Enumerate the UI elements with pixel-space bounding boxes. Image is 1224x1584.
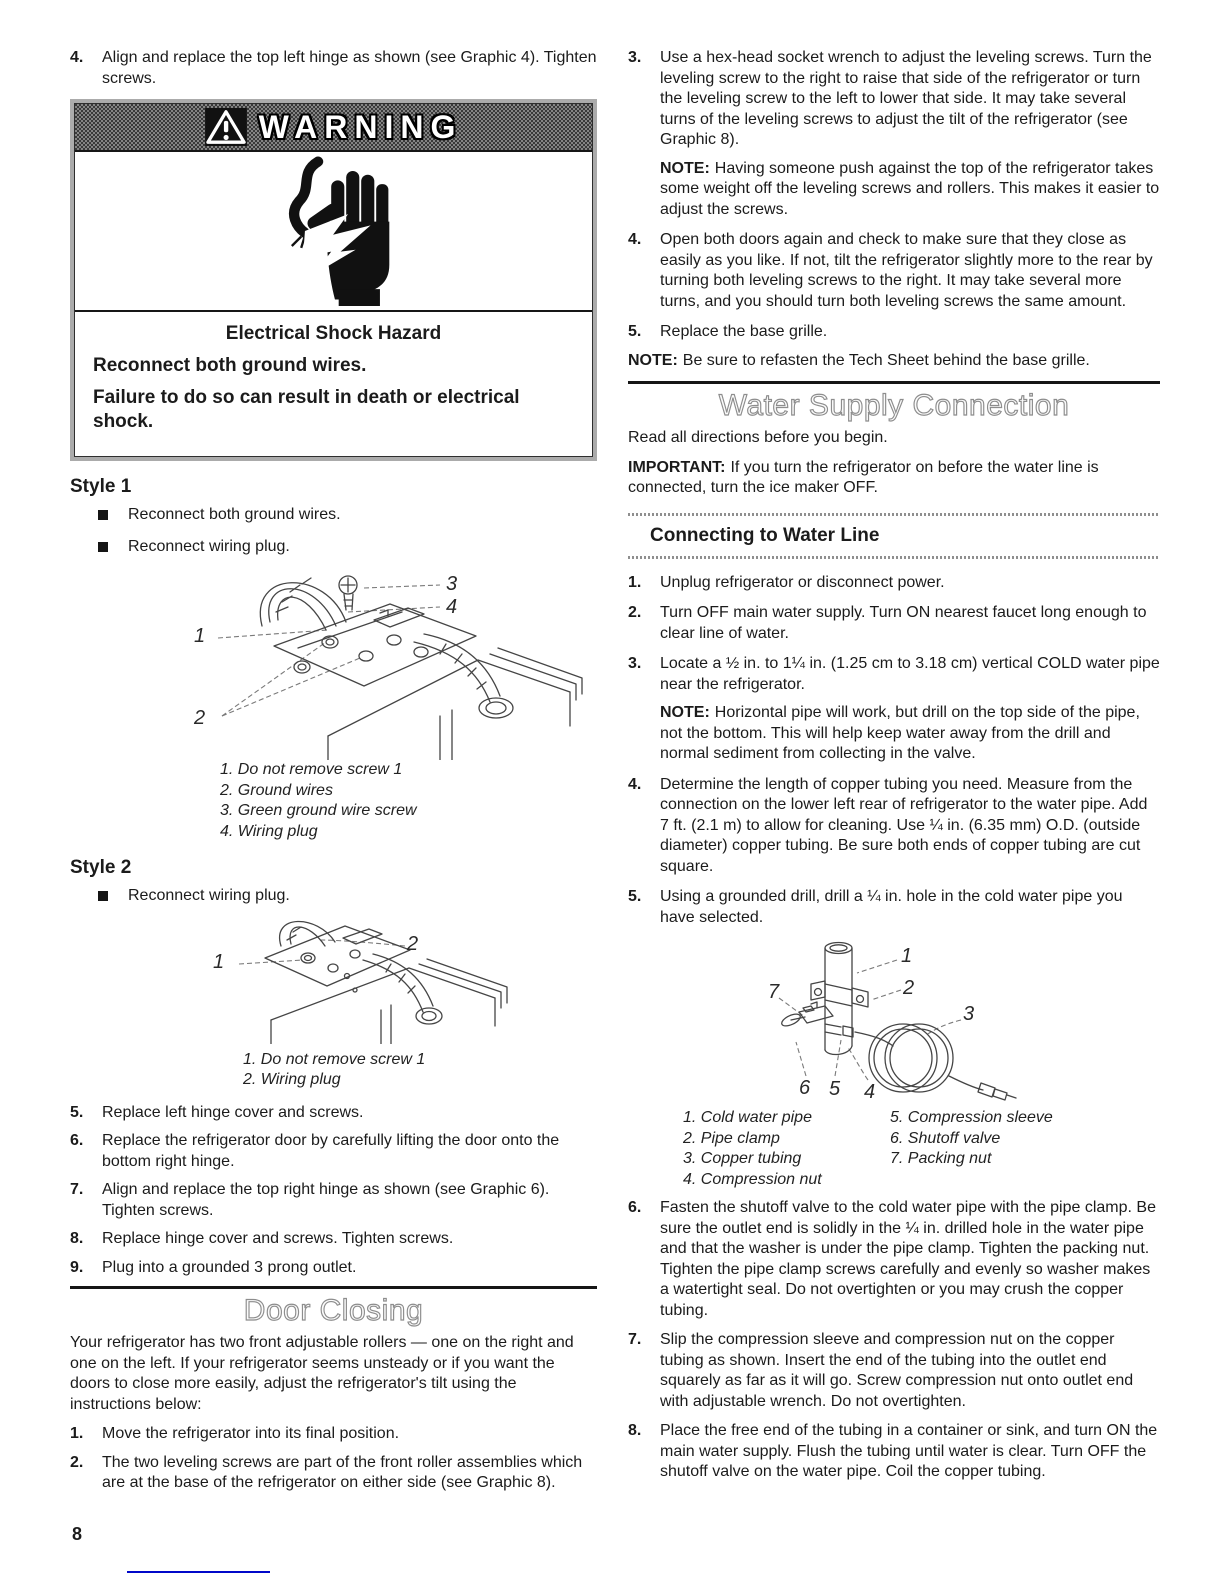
callout-number: 4 — [446, 596, 458, 618]
callout-number: 5 — [829, 1078, 841, 1100]
stipple-divider — [628, 556, 1160, 559]
legend-line: 3. Green ground wire screw — [220, 802, 417, 819]
step-number: 8. — [628, 1422, 642, 1439]
bullet-item — [98, 537, 597, 558]
warning-banner — [75, 104, 592, 152]
bullet-item — [98, 505, 597, 526]
step-item — [628, 887, 1160, 928]
legend-column-2 — [890, 1108, 1053, 1190]
connecting-subsection — [628, 513, 1160, 559]
important-label: IMPORTANT: — [628, 458, 726, 476]
step-text: Align and replace the top right hinge as shown (see Graphic 6). Tighten screws. — [102, 1181, 550, 1219]
section-divider — [628, 381, 1160, 384]
callout-number: 7 — [768, 981, 780, 1003]
style2-diagram-legend — [243, 1050, 597, 1091]
note-label: NOTE: — [628, 351, 678, 369]
read-all-directions: Read all directions before you begin. — [628, 429, 888, 446]
step-item — [70, 1424, 597, 1445]
style2-heading: Style 2 — [70, 857, 132, 878]
step-number: 5. — [70, 1103, 84, 1121]
step-item — [628, 1330, 1160, 1412]
legend-line: 5. Compression sleeve — [890, 1109, 1053, 1126]
step-text — [660, 48, 1160, 220]
note-paragraph — [628, 351, 1160, 372]
callout-number: 1 — [213, 950, 225, 973]
step-text: Place the free end of the tubing in a container or sink, and turn ON the main water supply. Flush the tubing until water is clear. Turn OFF the shutoff valve on the water pipe. Coil the copper tubing. — [660, 1422, 1158, 1480]
warning-triangle-icon — [205, 108, 247, 146]
callout-number: 1 — [901, 945, 913, 967]
step-item — [70, 1453, 597, 1494]
warning-statement-2: Failure to do so can result in death or electrical shock. — [93, 387, 520, 432]
step-number: 6. — [628, 1199, 642, 1216]
step-item — [628, 230, 1160, 312]
step-number: 5. — [628, 323, 642, 340]
bullet-text: Reconnect both ground wires. — [128, 506, 341, 523]
warning-banner-text: WARNING — [258, 108, 463, 145]
callout-number: 2 — [194, 707, 206, 729]
note-text: Be sure to refasten the Tech Sheet behind the base grille. — [682, 351, 1090, 369]
section-divider — [70, 1286, 597, 1289]
legend-line: 4. Wiring plug — [220, 822, 318, 840]
note-label: NOTE: — [660, 704, 710, 721]
style1-hinge-diagram — [178, 568, 598, 760]
square-bullet-icon — [98, 542, 108, 552]
step-number: 4. — [628, 231, 642, 248]
step-text: Move the refrigerator into its final position. — [102, 1425, 400, 1442]
note-text: Horizontal pipe will work, but drill on the top side of the pipe, not the bottom. This will help keep water away from the drill and normal sediment from collecting in the valve. — [660, 704, 1140, 762]
water-supply-heading: Water Supply Connection — [718, 389, 1070, 422]
step-number: 1. — [70, 1425, 84, 1442]
bullet-text: Reconnect wiring plug. — [128, 537, 290, 555]
step-number: 9. — [70, 1258, 84, 1276]
step-text: Using a grounded drill, drill a ¼ in. hole in the cold water pipe you have selected. — [660, 888, 1123, 926]
step-text: Align and replace the top left hinge as shown (see Graphic 4). Tighten screws. — [102, 49, 597, 87]
callout-number: 1 — [194, 625, 206, 647]
step-text: The two leveling screws are part of the front roller assemblies which are at the base of the refrigerator on either side (see Graphic 8). — [102, 1453, 583, 1491]
legend-line: 3. Copper tubing — [683, 1150, 802, 1167]
step-number: 2. — [70, 1453, 84, 1471]
style1-diagram-legend — [220, 760, 597, 842]
square-bullet-icon — [98, 891, 108, 901]
step-number: 5. — [628, 888, 642, 905]
step-item — [70, 1180, 597, 1221]
legend-line: 1. Do not remove screw 1 — [220, 761, 403, 778]
step-item — [628, 573, 1160, 594]
right-column — [628, 48, 1160, 1493]
step-item — [628, 48, 1160, 220]
step-item — [628, 322, 1160, 343]
step-item — [70, 48, 597, 89]
note-label: NOTE: — [660, 159, 710, 177]
step-text: Plug into a grounded 3 prong outlet. — [102, 1258, 357, 1276]
step-number: 7. — [70, 1181, 84, 1198]
step-text: Slip the compression sleeve and compression nut on the copper tubing as shown. Insert the end of the tubing into the outlet end squarely as far as it will go. Screw compression nut onto outlet end with adjustable wrench. Do not overtighten. — [660, 1331, 1134, 1410]
warning-box-inner — [74, 103, 593, 457]
step-text: Replace the base grille. — [660, 323, 828, 340]
footer-link-line — [127, 1571, 270, 1573]
step-text: Turn OFF main water supply. Turn ON nearest faucet long enough to clear line of water. — [660, 604, 1147, 642]
hazard-title: Electrical Shock Hazard — [225, 323, 442, 344]
important-paragraph — [628, 458, 1160, 499]
legend-line: 6. Shutoff valve — [890, 1129, 1001, 1147]
step-item — [70, 1103, 597, 1124]
stipple-divider — [628, 513, 1160, 516]
step-text: Replace the refrigerator door by carefully lifting the door onto the bottom right hinge. — [102, 1132, 560, 1170]
legend-line: 7. Packing nut — [890, 1150, 992, 1167]
left-column — [70, 48, 597, 1504]
step-item — [70, 1229, 597, 1250]
step-number: 7. — [628, 1331, 642, 1348]
legend-line: 2. Ground wires — [220, 781, 333, 799]
step-item — [628, 654, 1160, 765]
step-number: 3. — [628, 49, 642, 66]
step-number: 3. — [628, 655, 642, 672]
step-item — [628, 775, 1160, 878]
step-item — [628, 1421, 1160, 1483]
step-item — [70, 1131, 597, 1172]
water-pipe-diagram — [675, 938, 1105, 1103]
step-text — [660, 654, 1160, 765]
water-diagram-legend — [683, 1108, 1160, 1190]
important-text: If you turn the refrigerator on before the water line is connected, turn the ice maker OFF. — [628, 458, 1099, 496]
step-text-body: Use a hex-head socket wrench to adjust the leveling screws. Turn the leveling screw to the right to raise that side of the refrigerator or turn the leveling screw to the left to lower that side. It may take several turns of the leveling screws to adjust the tilt of the refrigerator (see Graphic 8). — [660, 49, 1152, 148]
warning-box — [70, 99, 597, 461]
style2-hinge-diagram — [205, 918, 585, 1044]
bullet-text: Reconnect wiring plug. — [128, 887, 290, 904]
step-number: 4. — [628, 775, 642, 793]
step-number: 4. — [70, 49, 84, 66]
step-text: Replace left hinge cover and screws. — [102, 1103, 364, 1121]
electrical-shock-hand-icon — [75, 152, 592, 312]
step-text: Fasten the shutoff valve to the cold water pipe with the pipe clamp. Be sure the outlet end is solidly in the ¼ in. drilled hole in the water pipe and that the washer is under the pipe clamp. Tighten the packing nut. Tighten the pipe clamp screws carefully and evenly so washer makes a watertight seal. Do not overtighten or you may crush the copper tubing. — [660, 1199, 1156, 1319]
step-number: 8. — [70, 1230, 84, 1247]
legend-column-1 — [683, 1108, 890, 1190]
left-steps-5-9 — [70, 1103, 597, 1279]
note-text: Having someone push against the top of the refrigerator takes some weight off the leveling screws and rollers. This makes it easier to adjust the screws. — [660, 159, 1160, 218]
step-text-body: Locate a ½ in. to 1¼ in. (1.25 cm to 3.18 cm) vertical COLD water pipe near the refrigerator. — [660, 655, 1160, 693]
step-text: Determine the length of copper tubing you need. Measure from the connection on the lower left rear of refrigerator to the water pipe. Add 7 ft. (2.1 m) to allow for cleaning. Use ¼ in. (6.35 mm) O.D. (outside diameter) copper tubing. Be sure both ends of copper tubing are cut square. — [660, 775, 1148, 875]
note-paragraph — [660, 703, 1160, 765]
bullet-item — [98, 886, 597, 907]
legend-line: 4. Compression nut — [683, 1170, 822, 1188]
callout-number: 3 — [446, 573, 458, 595]
step-number: 2. — [628, 604, 642, 621]
step-item — [628, 1198, 1160, 1321]
callout-number: 2 — [407, 932, 419, 955]
legend-line: 1. Do not remove screw 1 — [243, 1050, 426, 1068]
warning-statement-1: Reconnect both ground wires. — [93, 355, 367, 376]
door-closing-intro: Your refrigerator has two front adjustable rollers — one on the right and one on the left. If your refrigerator seems unsteady or if you want the doors to close more easily, adjust the refrigerator's tilt using the instructions below: — [70, 1334, 574, 1413]
step-number: 6. — [70, 1132, 84, 1149]
square-bullet-icon — [98, 510, 108, 520]
connecting-heading: Connecting to Water Line — [650, 524, 880, 546]
step-item — [70, 1258, 597, 1279]
warning-text-area — [75, 312, 592, 456]
step-text: Open both doors again and check to make sure that they close as easily as you like. If not, tilt the refrigerator slightly more to the rear by turning both leveling screws to the right. It may take several more turns, and you should turn both leveling screws the same amount. — [660, 231, 1153, 310]
door-closing-heading: Door Closing — [243, 1294, 424, 1327]
step-item — [628, 603, 1160, 644]
style1-heading: Style 1 — [70, 476, 132, 497]
callout-number: 4 — [864, 1081, 876, 1103]
legend-line: 1. Cold water pipe — [683, 1109, 812, 1126]
legend-line: 2. Pipe clamp — [683, 1129, 780, 1147]
callout-number: 3 — [963, 1003, 975, 1025]
step-text: Replace hinge cover and screws. Tighten screws. — [102, 1230, 454, 1247]
legend-line: 2. Wiring plug — [243, 1071, 341, 1088]
callout-number: 2 — [903, 977, 915, 999]
step-number: 1. — [628, 573, 642, 591]
callout-number: 6 — [799, 1077, 811, 1099]
note-paragraph — [660, 159, 1160, 221]
step-text: Unplug refrigerator or disconnect power. — [660, 573, 945, 591]
page-number: 8 — [72, 1524, 83, 1544]
